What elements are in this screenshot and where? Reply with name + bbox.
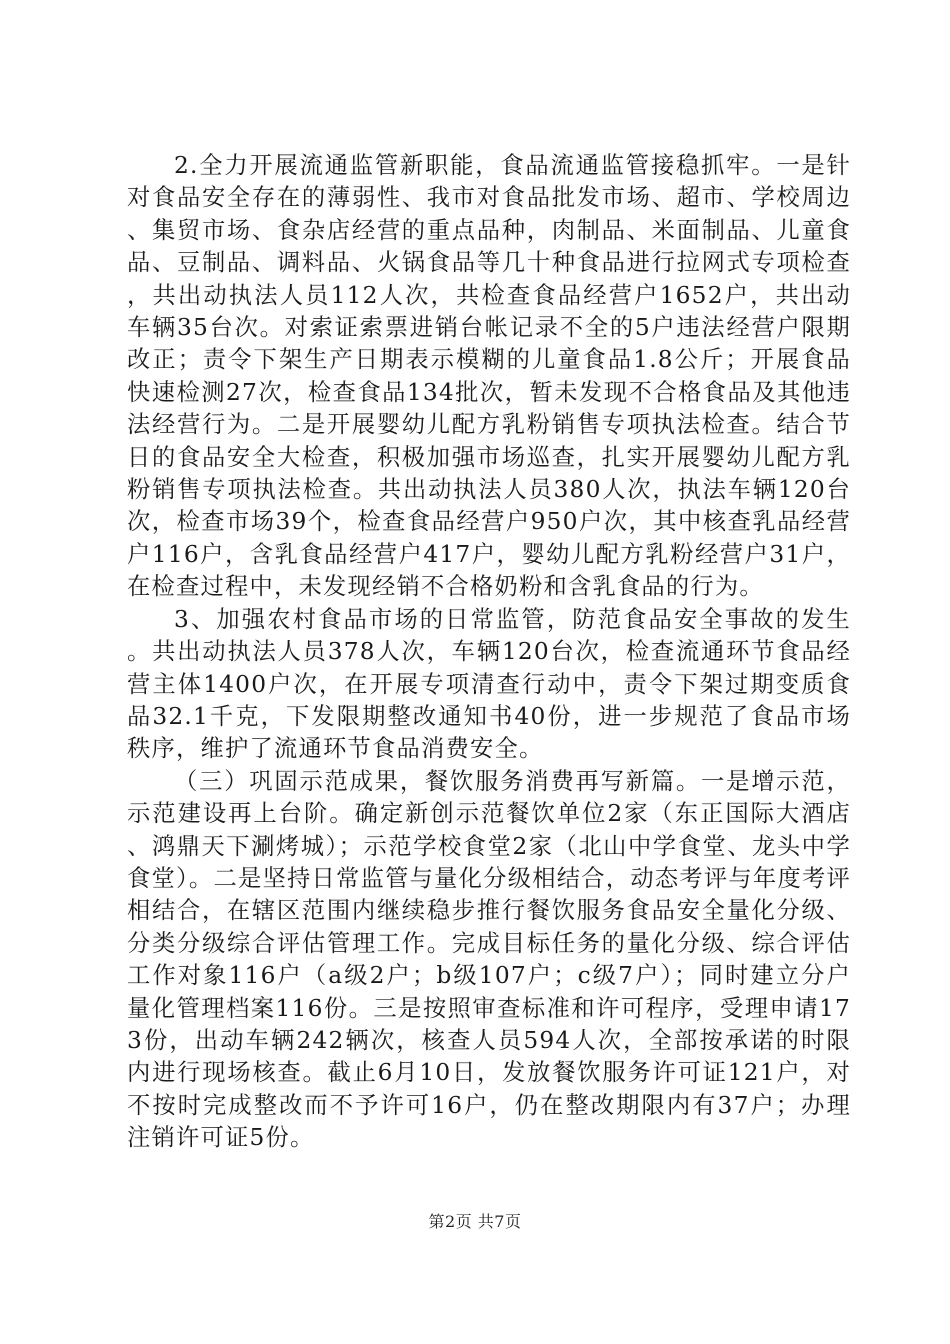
page-footer: 第2页 共7页	[428, 1212, 522, 1231]
document-body	[127, 150, 851, 1155]
paragraph-catering-demonstration: （三）巩固示范成果，餐饮服务消费再写新篇。一是增示范，示范建设再上台阶。确定新创示范餐饮单位2家（东正国际大酒店、鸿鼎天下涮烤城）；示范学校食堂2家（北山中学食堂、龙头中学食堂）。二是坚持日常监管与量化分级相结合，动态考评与年度考评相结合，在辖区范围内继续稳步推行餐饮服务食品安全量化分级、分类分级综合评估管理工作。完成目标任务的量化分级、综合评估工作对象116户（a级2户；b级107户；c级7户）；同时建立分户量化管理档案116份。三是按照审查标准和许可程序，受理申请173份，出动车辆242辆次，核查人员594人次，全部按承诺的时限内进行现场核查。截止6月10日，发放餐饮服务许可证121户，对不按时完成整改而不予许可16户，仍在整改期限内有37户；办理注销许可证5份。	[127, 767, 851, 1152]
paragraph-rural-market: 3、加强农村食品市场的日常监管，防范食品安全事故的发生。共出动执法人员378人次，车辆120台次，检查流通环节食品经营主体1400户次，在开展专项清查行动中，责令下架过期变质食品32.1千克，下发限期整改通知书40份，进一步规范了食品市场秩序，维护了流通环节食品消费安全。	[127, 605, 851, 763]
paragraph-food-circulation: 2.全力开展流通监管新职能，食品流通监管接稳抓牢。一是针对食品安全存在的薄弱性、我市对食品批发市场、超市、学校周边、集贸市场、食杂店经营的重点品种，肉制品、米面制品、儿童食品、豆制品、调料品、火锅食品等几十种食品进行拉网式专项检查，共出动执法人员112人次，共检查食品经营户1652户，共出动车辆35台次。对索证索票进销台帐记录不全的5户违法经营户限期改正；责令下架生产日期表示模糊的儿童食品1.8公斤；开展食品快速检测27次，检查食品134批次，暂未发现不合格食品及其他违法经营行为。二是开展婴幼儿配方乳粉销售专项执法检查。结合节日的食品安全大检查，积极加强市场巡查，扎实开展婴幼儿配方乳粉销售专项执法检查。共出动执法人员380人次，执法车辆120台次，检查市场39个，检查食品经营户950户次，其中核查乳品经营户116户，含乳食品经营户417户，婴幼儿配方乳粉经营户31户，在检查过程中，未发现经销不合格奶粉和含乳食品的行为。	[127, 152, 851, 601]
